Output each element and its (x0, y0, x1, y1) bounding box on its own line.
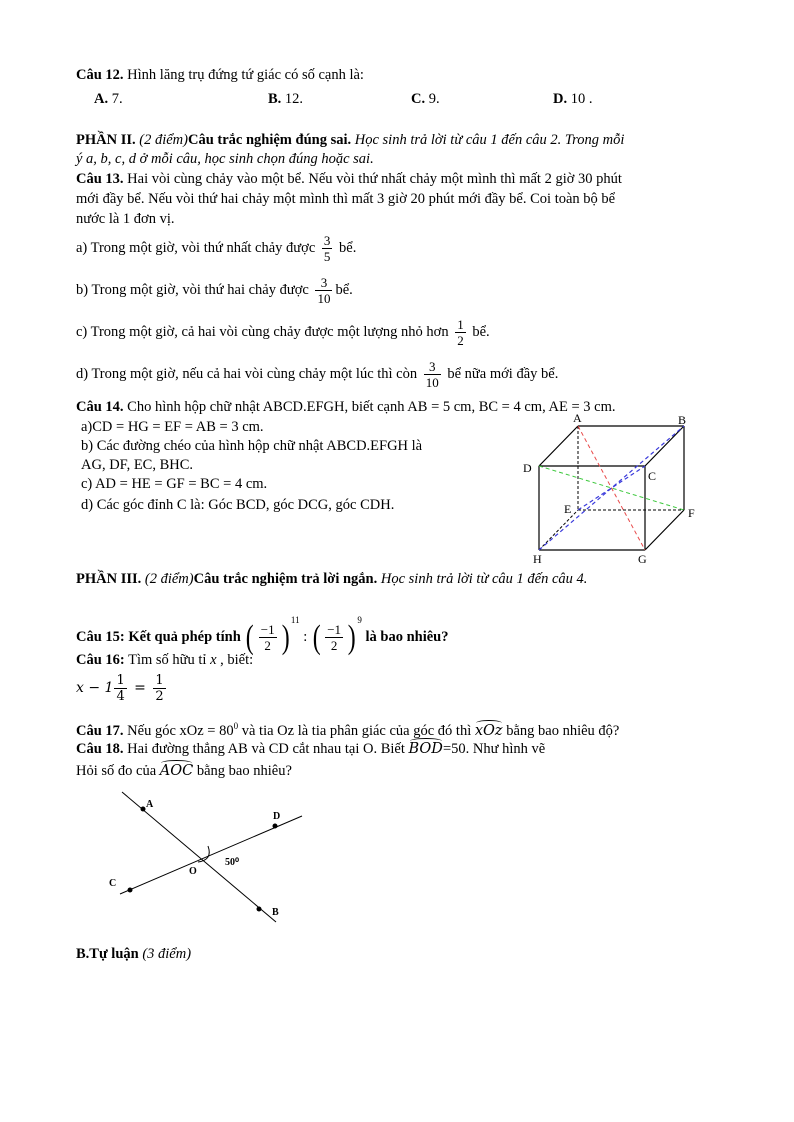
q17-stem (76, 717, 619, 740)
q13-b-fraction (315, 275, 332, 306)
q12-option-b[interactable] (268, 91, 303, 108)
q15-post: là bao nhiêu? (361, 629, 449, 645)
edge-da (539, 426, 578, 466)
q12-option-d-value: 10 . (567, 91, 593, 107)
label-a: A (146, 799, 154, 810)
q15-operator: : (299, 629, 311, 645)
q15-stem (76, 598, 448, 659)
part3-instr: Học sinh trả lời từ câu 1 đến câu 4. (377, 571, 588, 587)
q14-item-a[interactable]: a)CD = HG = EF = AB = 3 cm. (81, 419, 264, 435)
angle-label: 50⁰ (225, 857, 240, 868)
q13-c-text: c) Trong một giờ, cả hai vòi cùng chảy được một lượng nhỏ hơn (76, 324, 453, 340)
q13-line1-text: Hai vòi cùng chảy vào một bể. Nếu vòi thứ nhất chảy một mình thì mất 2 giờ 30 phút (123, 171, 622, 187)
q13-c-fraction (455, 317, 466, 348)
q12-option-b-letter: B. (268, 91, 282, 107)
q15-num-2: −1 (327, 622, 342, 638)
q15-paren-open-2: ( (312, 618, 321, 656)
essay-points: (3 điểm) (138, 946, 192, 962)
q14-label: Câu 14. (76, 399, 124, 415)
q15-paren-close-2: ) (347, 618, 356, 656)
q18-line2 (76, 762, 292, 780)
q18-line2-pre: Hỏi số đo của (76, 763, 160, 779)
q14-item-c[interactable]: c) AD = HE = GF = BC = 4 cm. (81, 476, 268, 492)
q13-c-post: bể. (468, 324, 490, 340)
label-g: G (638, 552, 647, 566)
q16-text2: , biết: (216, 652, 254, 668)
line-ab (122, 792, 276, 922)
q13-line1 (76, 170, 622, 188)
q13-d-num: 3 (424, 359, 441, 375)
q12-option-d-letter: D. (553, 91, 568, 107)
q12-option-a-value: 7. (108, 91, 123, 107)
part3-heading: Câu trắc nghiệm trả lời ngắn. (193, 571, 378, 587)
q12-option-c-letter: C. (411, 91, 426, 107)
q13-c-num: 1 (457, 317, 464, 333)
q13-item-a[interactable] (76, 232, 356, 264)
part3-header (76, 570, 587, 588)
q16-lhs: x − 1 (76, 680, 114, 696)
label-d: D (523, 461, 532, 475)
q16-label: Câu 16: (76, 652, 125, 668)
label-h: H (533, 552, 542, 566)
q13-item-d[interactable] (76, 358, 558, 390)
edge-cb (645, 426, 684, 466)
label-b: B (678, 413, 687, 427)
part2-instr2: ý a, b, c, d ở mỗi câu, học sinh chọn đúng hoặc sai. (76, 151, 374, 167)
label-c: C (648, 469, 657, 483)
q13-b-num: 3 (315, 275, 332, 291)
q13-d-text: d) Trong một giờ, nếu cả hai vòi cùng chảy một lúc thì còn (76, 366, 421, 382)
q14-text: Cho hình hộp chữ nhật ABCD.EFGH, biết cạnh AB = 5 cm, BC = 4 cm, AE = 3 cm. (123, 399, 616, 415)
q17-angle: xOz (474, 722, 503, 739)
q17-pre: Nếu góc xOz = 80 (123, 722, 234, 739)
diagonal-ag (578, 426, 645, 550)
q16-mix-den: 4 (116, 688, 125, 704)
q16-rhs-fraction (153, 673, 165, 704)
q13-a-den: 5 (323, 249, 331, 265)
q18-mid: =50. Như hình vẽ (442, 741, 546, 757)
q12-text: Hình lăng trụ đứng tứ giác có số cạnh là: (123, 67, 364, 83)
q15-paren-close-1: ) (281, 618, 290, 656)
q18-angle-aoc: AOC (159, 763, 194, 779)
label-f: F (688, 506, 695, 520)
q18-pre: Hai đường thẳng AB và CD cắt nhau tại O. Biết (123, 741, 409, 757)
q13-a-text: a) Trong một giờ, vòi thứ nhất chảy được (76, 240, 319, 256)
q13-a-num: 3 (323, 233, 331, 249)
q14-item-d[interactable]: d) Các góc đỉnh C là: Góc BCD, góc DCG, góc CDH. (81, 497, 395, 513)
q14-item-b-line2: AG, DF, EC, BHC. (81, 457, 194, 473)
edge-gf (645, 510, 684, 550)
q13-a-fraction (322, 233, 333, 264)
part2-header (76, 131, 624, 149)
q18-line2-post: bằng bao nhiêu? (193, 763, 292, 779)
q15-exp-2: 9 (357, 615, 362, 625)
q15-exp-1: 11 (290, 615, 300, 625)
q16-equals: = (129, 680, 151, 696)
q14-item-b-line1[interactable]: b) Các đường chéo của hình hộp chữ nhật ABCD.EFGH là (81, 438, 423, 454)
q12-stem (76, 66, 364, 84)
part2-heading: Câu trắc nghiệm đúng sai. (187, 132, 352, 148)
q13-b-den: 10 (317, 291, 331, 307)
q13-label: Câu 13. (76, 171, 124, 187)
q13-b-post: bể. (335, 282, 353, 298)
q12-option-d[interactable] (553, 91, 592, 108)
q18-line1 (76, 740, 545, 758)
q15-den-2: 2 (330, 638, 338, 654)
point-a (141, 807, 146, 812)
q15-num-1: −1 (260, 622, 275, 638)
q16-mixed-fraction (114, 673, 126, 704)
q15-den-1: 2 (264, 638, 271, 654)
edge-he (539, 510, 578, 550)
label-o: O (189, 866, 197, 877)
label-d: D (273, 811, 281, 822)
q16-rhs-den: 2 (155, 688, 164, 704)
q12-option-b-value: 12. (281, 91, 304, 107)
q16-text: Tìm số hữu tỉ (124, 652, 211, 668)
q16-mix-num: 1 (116, 672, 125, 688)
label-b: B (272, 907, 279, 918)
q12-option-a[interactable] (94, 91, 123, 108)
point-b (257, 907, 262, 912)
q15-fraction-1 (259, 622, 277, 653)
q13-d-fraction (424, 359, 441, 390)
part2-instr1: Học sinh trả lời từ câu 1 đến câu 2. Trong mỗi (351, 132, 625, 148)
q16-stem (76, 651, 253, 669)
q16-rhs-num: 1 (155, 672, 164, 688)
part3-points: (2 điểm) (141, 571, 194, 587)
label-a: A (573, 412, 582, 425)
q13-line3: nước là 1 đơn vị. (76, 211, 175, 227)
q17-label: Câu 17. (76, 722, 124, 739)
q18-lines-figure (100, 786, 310, 928)
q15-label: Câu 15: Kết quả phép tính (76, 629, 245, 645)
q15-paren-open-1: ( (246, 618, 255, 656)
q12-option-c-value: 9. (425, 91, 440, 107)
label-e: E (564, 502, 572, 516)
point-c (128, 888, 133, 893)
q13-d-post: bể nữa mới đầy bể. (443, 366, 559, 382)
q18-angle-bod: BOD (408, 741, 443, 757)
q13-item-b[interactable] (76, 274, 353, 306)
q13-item-c[interactable] (76, 316, 490, 348)
point-d (273, 824, 278, 829)
q14-box-figure (512, 412, 702, 570)
q12-option-c[interactable] (411, 91, 440, 108)
part2-title: PHẦN II. (76, 132, 136, 148)
q17-degree: 0 (233, 721, 239, 731)
essay-title: B.Tự luận (76, 946, 139, 962)
q17-mid: và tia Oz là tia phân giác của góc đó thì (238, 722, 475, 739)
q12-option-a-letter: A. (94, 91, 109, 107)
q13-d-den: 10 (425, 375, 439, 391)
q13-a-post: bể. (335, 240, 357, 256)
q13-b-text: b) Trong một giờ, vòi thứ hai chảy được (76, 282, 313, 298)
q13-c-den: 2 (457, 333, 464, 349)
q15-fraction-2 (325, 622, 343, 653)
label-c: C (109, 878, 117, 889)
essay-header (76, 945, 191, 963)
q17-post: bằng bao nhiêu độ? (502, 722, 620, 739)
q16-equation (76, 672, 169, 704)
part2-points: (2 điểm) (135, 132, 188, 148)
q18-label: Câu 18. (76, 741, 124, 757)
q12-label: Câu 12. (76, 67, 124, 83)
part3-title: PHẦN III. (76, 571, 142, 587)
q13-line2: mới đầy bể. Nếu vòi thứ hai chảy một mình thì mất 3 giờ 20 phút mới đầy bể. Coi toàn bộ bể (76, 191, 616, 207)
q16-var: x (210, 652, 217, 668)
